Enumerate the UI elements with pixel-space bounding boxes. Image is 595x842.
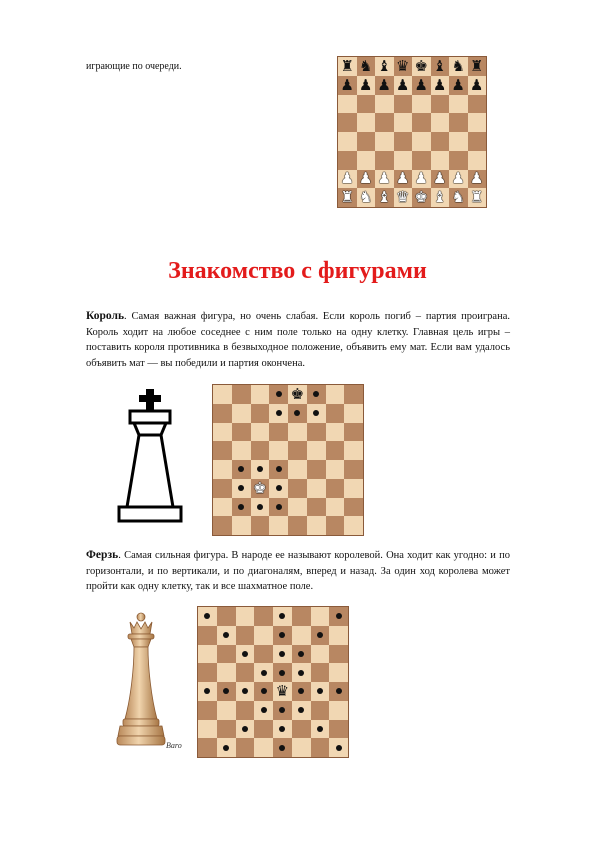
board-square (217, 626, 236, 645)
white-knight-icon: ♞ (451, 188, 465, 207)
black-bishop-icon: ♝ (377, 56, 391, 75)
board-square (329, 607, 348, 626)
board-square (213, 404, 232, 423)
board-square (251, 460, 270, 479)
board-square (311, 682, 330, 701)
move-marker (279, 745, 285, 751)
board-square (412, 151, 431, 170)
queen-piece-icon (116, 612, 166, 752)
board-square (198, 626, 217, 645)
board-square (251, 423, 270, 442)
board-square (273, 682, 292, 701)
board-square (236, 682, 255, 701)
board-square (344, 460, 363, 479)
move-marker (223, 688, 229, 694)
board-square (375, 57, 394, 76)
move-marker (204, 613, 210, 619)
board-square (375, 113, 394, 132)
board-square (254, 607, 273, 626)
board-square (468, 151, 487, 170)
board-square (292, 720, 311, 739)
board-square (468, 57, 487, 76)
black-knight-icon: ♞ (451, 56, 465, 75)
move-marker (276, 391, 282, 397)
board-square (338, 57, 357, 76)
board-square (198, 720, 217, 739)
black-rook-icon: ♜ (470, 56, 484, 75)
board-square (232, 441, 251, 460)
board-square (292, 663, 311, 682)
board-square (375, 188, 394, 207)
board-square (326, 385, 345, 404)
board-square (273, 701, 292, 720)
board-square (273, 645, 292, 664)
board-square (431, 113, 450, 132)
board-square (236, 607, 255, 626)
board-square (307, 479, 326, 498)
white-pawn-icon: ♟ (377, 169, 391, 188)
board-square (251, 404, 270, 423)
move-marker (242, 688, 248, 694)
black-king-icon: ♚ (414, 56, 428, 75)
board-square (254, 645, 273, 664)
board-square (307, 423, 326, 442)
board-square (412, 76, 431, 95)
board-square (431, 57, 450, 76)
queen-name: Ферзь (86, 549, 119, 561)
white-knight-icon: ♞ (359, 188, 373, 207)
white-pawn-icon: ♟ (359, 169, 373, 188)
white-pawn-icon: ♟ (396, 169, 410, 188)
board-square (307, 404, 326, 423)
board-square (329, 720, 348, 739)
black-pawn-icon: ♟ (451, 75, 465, 94)
board-square (232, 404, 251, 423)
white-pawn-icon: ♟ (433, 169, 447, 188)
board-square (217, 738, 236, 757)
board-square (326, 404, 345, 423)
board-square (269, 385, 288, 404)
move-marker (223, 632, 229, 638)
board-square (213, 516, 232, 535)
board-square (357, 57, 376, 76)
board-square (412, 170, 431, 189)
move-marker (276, 504, 282, 510)
board-square (198, 701, 217, 720)
board-square (375, 76, 394, 95)
black-pawn-icon: ♟ (414, 75, 428, 94)
black-pawn-icon: ♟ (377, 75, 391, 94)
board-square (251, 498, 270, 517)
board-square (288, 498, 307, 517)
board-square (357, 76, 376, 95)
board-square (357, 132, 376, 151)
black-pawn-icon: ♟ (396, 75, 410, 94)
board-square (198, 645, 217, 664)
board-square (431, 151, 450, 170)
board-square (329, 626, 348, 645)
board-square (468, 113, 487, 132)
board-square (213, 460, 232, 479)
board-square (357, 188, 376, 207)
board-square (394, 170, 413, 189)
section-title: Знакомство с фигурами (168, 258, 427, 284)
board-square (251, 385, 270, 404)
board-square (292, 701, 311, 720)
move-marker (294, 410, 300, 416)
board-square (307, 441, 326, 460)
board-square (431, 170, 450, 189)
board-square (273, 720, 292, 739)
board-square (307, 498, 326, 517)
board-square (338, 151, 357, 170)
king-piece-icon (116, 387, 184, 527)
board-square (431, 132, 450, 151)
board-square (468, 188, 487, 207)
board-square (449, 132, 468, 151)
board-square (375, 95, 394, 114)
black-pawn-icon: ♟ (340, 75, 354, 94)
move-marker (257, 466, 263, 472)
board-square (449, 57, 468, 76)
board-square (326, 441, 345, 460)
white-bishop-icon: ♝ (377, 188, 391, 207)
black-queen-icon: ♛ (396, 56, 410, 75)
black-pawn-icon: ♟ (470, 75, 484, 94)
board-square (232, 423, 251, 442)
board-square (338, 188, 357, 207)
board-square (254, 738, 273, 757)
board-square (251, 479, 270, 498)
board-square (326, 516, 345, 535)
board-square (236, 701, 255, 720)
board-square (213, 423, 232, 442)
move-marker (238, 485, 244, 491)
board-square (311, 626, 330, 645)
board-square (431, 188, 450, 207)
board-square (375, 132, 394, 151)
queen-description: . Самая сильная фигура. В народе ее называют королевой. Она ходит как угодно: и по горизонтали, и по вертикали, и по диагоналям, вперед и назад. За один ход королева может пройти как одну клетку, так и все шахматное поле. (86, 550, 510, 592)
board-square (198, 682, 217, 701)
board-square (329, 645, 348, 664)
board-square (213, 498, 232, 517)
move-marker (204, 688, 210, 694)
move-marker (313, 410, 319, 416)
board-square (288, 404, 307, 423)
board-square (326, 479, 345, 498)
white-bishop-icon: ♝ (433, 188, 447, 207)
board-square (338, 76, 357, 95)
board-square (338, 132, 357, 151)
king-moves-board (212, 384, 364, 536)
move-marker (279, 651, 285, 657)
image-watermark: Baro (166, 741, 182, 750)
board-square (412, 113, 431, 132)
black-knight-icon: ♞ (359, 56, 373, 75)
move-marker (298, 670, 304, 676)
king-paragraph (86, 309, 510, 371)
board-square (232, 479, 251, 498)
board-square (431, 76, 450, 95)
board-square (292, 738, 311, 757)
move-marker (317, 632, 323, 638)
board-square (375, 151, 394, 170)
board-square (307, 385, 326, 404)
board-square (357, 95, 376, 114)
white-king-icon: ♚ (414, 188, 428, 207)
king-description: . Самая важная фигура, но очень слабая. Если король погиб – партия проиграна. Король ходит на любое соседнее с ним поле только на одну клетку. Главная цель игры – поставить короля противника в безвыходное положение, объявить ему мат. Если вам удалось объявить мат — вы победили и партия окончена. (86, 311, 510, 369)
board-square (288, 479, 307, 498)
board-square (213, 385, 232, 404)
board-square (449, 113, 468, 132)
board-square (338, 95, 357, 114)
board-square (394, 132, 413, 151)
move-marker (336, 745, 342, 751)
board-square (344, 498, 363, 517)
board-square (288, 423, 307, 442)
board-square (236, 738, 255, 757)
black-king-icon: ♚ (290, 384, 305, 403)
black-pawn-icon: ♟ (433, 75, 447, 94)
board-square (357, 151, 376, 170)
board-square (232, 498, 251, 517)
move-marker (261, 707, 267, 713)
starting-position-board (337, 56, 487, 208)
board-square (394, 95, 413, 114)
board-square (357, 113, 376, 132)
board-square (273, 607, 292, 626)
board-square (311, 663, 330, 682)
white-rook-icon: ♜ (470, 188, 484, 207)
move-marker (336, 688, 342, 694)
move-marker (317, 688, 323, 694)
board-square (412, 188, 431, 207)
white-pawn-icon: ♟ (470, 169, 484, 188)
board-square (236, 720, 255, 739)
move-marker (276, 410, 282, 416)
board-square (251, 441, 270, 460)
move-marker (257, 504, 263, 510)
board-square (338, 170, 357, 189)
move-marker (298, 688, 304, 694)
board-square (326, 423, 345, 442)
black-rook-icon: ♜ (340, 56, 354, 75)
board-square (394, 188, 413, 207)
board-square (269, 423, 288, 442)
black-queen-icon: ♛ (275, 681, 290, 700)
move-marker (276, 466, 282, 472)
black-bishop-icon: ♝ (433, 56, 447, 75)
board-square (198, 607, 217, 626)
move-marker (313, 391, 319, 397)
board-square (468, 95, 487, 114)
board-square (273, 626, 292, 645)
white-rook-icon: ♜ (340, 188, 354, 207)
board-square (329, 701, 348, 720)
board-square (232, 460, 251, 479)
board-square (292, 607, 311, 626)
move-marker (261, 688, 267, 694)
board-square (468, 132, 487, 151)
queen-moves-board (197, 606, 349, 758)
board-square (288, 441, 307, 460)
board-square (344, 516, 363, 535)
board-square (288, 460, 307, 479)
board-square (326, 498, 345, 517)
move-marker (242, 726, 248, 732)
board-square (217, 645, 236, 664)
board-square (329, 663, 348, 682)
board-square (344, 404, 363, 423)
white-king-icon: ♚ (253, 478, 267, 497)
move-marker (261, 670, 267, 676)
black-pawn-icon: ♟ (359, 75, 373, 94)
move-marker (238, 466, 244, 472)
board-square (292, 682, 311, 701)
board-square (344, 441, 363, 460)
board-square (412, 132, 431, 151)
board-square (326, 460, 345, 479)
queen-paragraph (86, 548, 510, 595)
board-square (468, 170, 487, 189)
board-square (468, 76, 487, 95)
board-square (344, 479, 363, 498)
board-square (213, 441, 232, 460)
board-square (412, 57, 431, 76)
board-square (217, 663, 236, 682)
move-marker (298, 707, 304, 713)
board-square (307, 460, 326, 479)
move-marker (279, 613, 285, 619)
board-square (254, 682, 273, 701)
move-marker (298, 651, 304, 657)
move-marker (276, 485, 282, 491)
board-square (311, 720, 330, 739)
board-square (254, 701, 273, 720)
board-square (269, 516, 288, 535)
board-square (394, 76, 413, 95)
board-square (292, 626, 311, 645)
move-marker (279, 726, 285, 732)
board-square (217, 607, 236, 626)
board-square (269, 498, 288, 517)
board-square (449, 188, 468, 207)
move-marker (238, 504, 244, 510)
board-square (375, 170, 394, 189)
move-marker (317, 726, 323, 732)
board-square (254, 626, 273, 645)
board-square (198, 663, 217, 682)
board-square (311, 645, 330, 664)
board-square (431, 95, 450, 114)
board-square (236, 626, 255, 645)
board-square (338, 113, 357, 132)
board-square (236, 645, 255, 664)
move-marker (242, 651, 248, 657)
move-marker (279, 707, 285, 713)
board-square (311, 701, 330, 720)
board-square (269, 479, 288, 498)
board-square (251, 516, 270, 535)
move-marker (279, 632, 285, 638)
king-name: Король (86, 310, 125, 322)
board-square (254, 720, 273, 739)
board-square (217, 682, 236, 701)
board-square (269, 404, 288, 423)
board-square (357, 170, 376, 189)
board-square (311, 738, 330, 757)
board-square (269, 441, 288, 460)
board-square (236, 663, 255, 682)
board-square (311, 607, 330, 626)
move-marker (223, 745, 229, 751)
board-square (273, 738, 292, 757)
board-square (394, 57, 413, 76)
board-square (344, 423, 363, 442)
board-square (449, 95, 468, 114)
board-square (344, 385, 363, 404)
board-square (269, 460, 288, 479)
board-square (329, 738, 348, 757)
board-square (217, 720, 236, 739)
board-square (329, 682, 348, 701)
board-square (412, 95, 431, 114)
board-square (394, 113, 413, 132)
board-square (232, 385, 251, 404)
white-queen-icon: ♛ (396, 188, 410, 207)
board-square (288, 385, 307, 404)
board-square (307, 516, 326, 535)
board-square (292, 645, 311, 664)
intro-text: играющие по очереди. (86, 61, 182, 72)
move-marker (336, 613, 342, 619)
board-square (394, 151, 413, 170)
board-square (198, 738, 217, 757)
move-marker (279, 670, 285, 676)
board-square (273, 663, 292, 682)
board-square (288, 516, 307, 535)
white-pawn-icon: ♟ (414, 169, 428, 188)
board-square (213, 479, 232, 498)
board-square (449, 170, 468, 189)
board-square (254, 663, 273, 682)
white-pawn-icon: ♟ (451, 169, 465, 188)
board-square (217, 701, 236, 720)
board-square (449, 76, 468, 95)
white-pawn-icon: ♟ (340, 169, 354, 188)
board-square (232, 516, 251, 535)
board-square (449, 151, 468, 170)
